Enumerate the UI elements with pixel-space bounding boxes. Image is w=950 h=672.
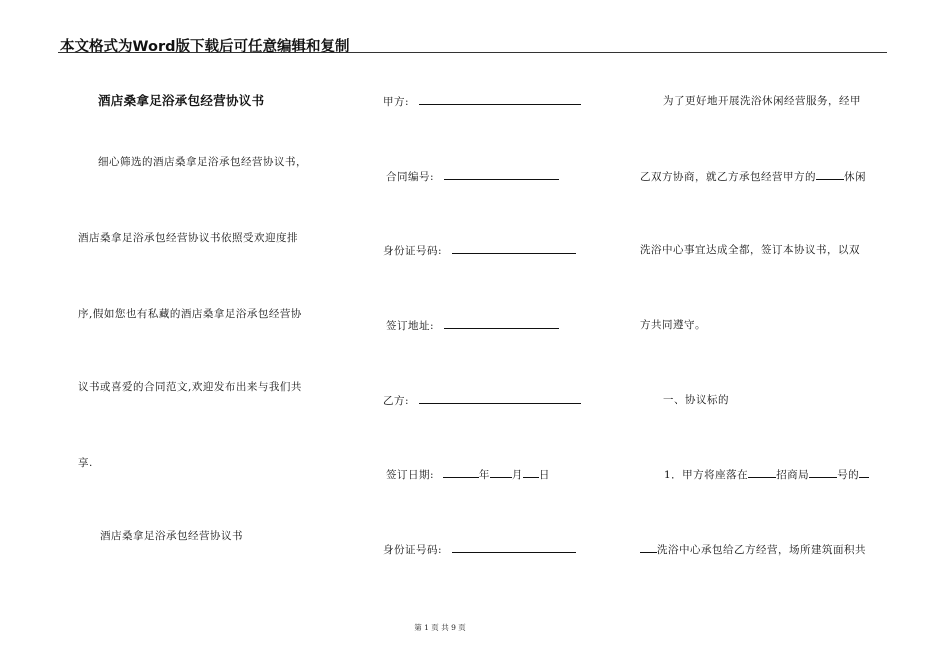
id-number-field-a <box>383 243 576 258</box>
body-line-2 <box>640 169 866 184</box>
body-line-2-start: 乙双方协商，就乙方承包经营甲方的 <box>640 171 816 183</box>
party-a-blank <box>419 94 581 105</box>
section-heading-1: 一、协议标的 <box>663 394 729 406</box>
contract-number-blank <box>444 169 559 180</box>
clause-1-line-2 <box>640 542 866 557</box>
party-a-label: 甲方: <box>383 96 410 108</box>
sign-date-day-label: 日 <box>538 469 550 481</box>
sign-date-year-label: 年 <box>478 469 490 481</box>
clause-1-line-1 <box>664 467 869 482</box>
name-blank-end <box>640 542 657 553</box>
intro-line-4: 议书或喜爱的合同范文,欢迎发布出来与我们共 <box>78 381 302 393</box>
clause-1-end: 号的 <box>837 469 860 481</box>
sign-place-field <box>386 318 559 333</box>
sign-date-label: 签订日期: <box>386 469 435 481</box>
contract-number-field <box>386 169 559 184</box>
body-line-3: 洗浴中心事宜达成全都，签订本协议书，以双 <box>640 244 860 256</box>
name-blank-start <box>859 467 869 478</box>
intro-line-1: 细心筛选的酒店桑拿足浴承包经营协议书， <box>98 156 307 168</box>
id-number-field-b <box>383 542 576 557</box>
intro-line-5: 享. <box>78 457 93 469</box>
contract-number-label: 合同编号: <box>386 171 435 183</box>
section-subtitle: 酒店桑拿足浴承包经营协议书 <box>100 530 243 542</box>
party-b-label: 乙方: <box>383 395 410 407</box>
document-title: 酒店桑拿足浴承包经营协议书 <box>98 93 265 108</box>
party-b-field <box>383 393 581 408</box>
sign-date-day-blank <box>523 467 539 478</box>
number-blank <box>809 467 837 478</box>
clause-1-middle: 招商局 <box>776 469 810 481</box>
id-number-label-b: 身份证号码: <box>383 544 443 556</box>
intro-line-2: 酒店桑拿足浴承包经营协议书依照受欢迎度排 <box>78 232 298 244</box>
sign-date-year-blank <box>443 467 479 478</box>
sign-place-blank <box>444 318 559 329</box>
id-number-label-a: 身份证号码: <box>383 245 443 257</box>
id-number-blank-b <box>452 542 576 553</box>
business-name-blank <box>816 169 844 180</box>
party-a-field <box>383 94 581 109</box>
sign-place-label: 签订地址: <box>386 320 435 332</box>
id-number-blank-a <box>452 243 576 254</box>
location-blank <box>748 467 776 478</box>
clause-1-start: 1．甲方将座落在 <box>664 469 749 481</box>
header-divider <box>58 52 887 53</box>
page-number: 第 1 页 共 9 页 <box>414 623 466 632</box>
body-line-1: 为了更好地开展洗浴休闲经营服务，经甲 <box>663 95 861 107</box>
body-line-2-end: 休闲 <box>844 171 866 183</box>
intro-line-3: 序,假如您也有私藏的酒店桑拿足浴承包经营协 <box>78 308 302 320</box>
party-b-blank <box>419 393 581 404</box>
sign-date-month-blank <box>490 467 512 478</box>
clause-1-continuation: 洗浴中心承包给乙方经营，场所建筑面积共 <box>657 544 866 556</box>
sign-date-field <box>386 467 550 482</box>
document-header: 本文格式为Word版下载后可任意编辑和复制 <box>60 39 350 55</box>
sign-date-month-label: 月 <box>511 469 523 481</box>
body-line-4: 方共同遵守。 <box>640 319 706 331</box>
